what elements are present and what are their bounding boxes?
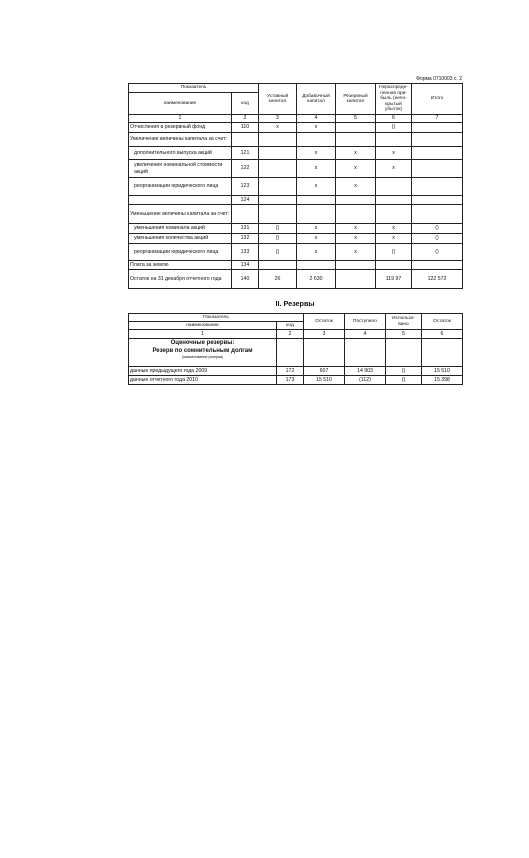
cell: 2 630 — [297, 270, 336, 289]
row-name: Уменьшение величины капитала за счет: — [129, 205, 232, 224]
cell — [336, 270, 376, 289]
cell: х — [376, 160, 412, 178]
cell — [336, 133, 376, 147]
cell: х — [297, 147, 336, 160]
row-name: данные отчетного года 2010 — [129, 376, 277, 385]
col-number: 6 — [376, 115, 412, 123]
header-used: Использо-вано — [386, 314, 422, 330]
cell: х — [336, 147, 376, 160]
table-row — [129, 123, 463, 133]
cell — [336, 123, 376, 133]
col-number: 4 — [345, 330, 386, 339]
col-number: 1 — [129, 115, 232, 123]
cell: () — [412, 244, 463, 261]
cell: х — [336, 224, 376, 234]
row-name: уменьшения количества акций — [129, 234, 232, 244]
cell — [259, 178, 297, 196]
col-number: 3 — [259, 115, 297, 123]
cell: () — [412, 224, 463, 234]
cell — [259, 133, 297, 147]
table-row — [129, 160, 463, 178]
row-code: 123 — [232, 178, 259, 196]
cell — [376, 196, 412, 205]
col-number: 5 — [386, 330, 422, 339]
table-row — [129, 205, 463, 224]
cell: х — [376, 224, 412, 234]
reserves-table — [128, 313, 463, 385]
cell: () — [376, 123, 412, 133]
cell: 119 97 — [376, 270, 412, 289]
table-row — [129, 261, 463, 270]
row-name: Плата за землю — [129, 261, 232, 270]
col-number: 6 — [422, 330, 463, 339]
table-row — [129, 178, 463, 196]
cell — [412, 261, 463, 270]
section-title: II. Резервы — [275, 299, 315, 308]
cell: () — [259, 244, 297, 261]
table-row — [129, 270, 463, 289]
header-indicator: Показатель — [129, 84, 259, 93]
cell — [297, 205, 336, 224]
cell — [336, 261, 376, 270]
cell — [259, 261, 297, 270]
cell: () — [386, 376, 422, 385]
cell: х — [336, 160, 376, 178]
header-code: код — [277, 322, 304, 330]
row-code: 172 — [277, 367, 304, 376]
cell — [259, 196, 297, 205]
cell: 15 510 — [304, 376, 345, 385]
reserve-group-row — [129, 339, 463, 367]
reserve-name: Резерв по сомнительным долгам — [152, 348, 253, 355]
col-number: 7 — [412, 115, 463, 123]
cell: х — [376, 147, 412, 160]
table-row — [129, 244, 463, 261]
row-code: 131 — [232, 224, 259, 234]
col-number: 2 — [232, 115, 259, 123]
cell: х — [297, 244, 336, 261]
cell — [376, 261, 412, 270]
cell: 122 572 — [412, 270, 463, 289]
table-row — [129, 367, 463, 376]
row-name: реорганизации юридического лица — [129, 244, 232, 261]
cell — [412, 123, 463, 133]
col-number: 5 — [336, 115, 376, 123]
header-additional: Добавочный капитал — [297, 84, 336, 115]
row-code: 121 — [232, 147, 259, 160]
header-code: код — [232, 93, 259, 115]
row-name: данные предыдущего года 2009 — [129, 367, 277, 376]
header-retained: Нераспреде-ленная при-быль (непо-крытый убыток) — [376, 84, 412, 115]
cell: () — [386, 367, 422, 376]
cell: () — [412, 234, 463, 244]
cell: х — [297, 234, 336, 244]
cell: (112) — [345, 376, 386, 385]
cell: х — [376, 234, 412, 244]
table-row — [129, 147, 463, 160]
cell — [412, 196, 463, 205]
header-indicator: Показатель — [129, 314, 304, 322]
header-received: Поступило — [345, 314, 386, 330]
table-row — [129, 196, 463, 205]
cell: х — [297, 160, 336, 178]
cell — [336, 205, 376, 224]
row-name: уменьшения номинала акций — [129, 224, 232, 234]
row-code: 133 — [232, 244, 259, 261]
cell: х — [297, 178, 336, 196]
col-number: 3 — [304, 330, 345, 339]
row-code: 173 — [277, 376, 304, 385]
cell: () — [376, 244, 412, 261]
cell: 14 903 — [345, 367, 386, 376]
row-code: 132 — [232, 234, 259, 244]
cell: () — [259, 234, 297, 244]
cell — [412, 178, 463, 196]
table-row — [129, 234, 463, 244]
cell — [297, 196, 336, 205]
cell — [336, 196, 376, 205]
capital-changes-table — [128, 83, 463, 289]
row-name: Отчисления в резервный фонд — [129, 123, 232, 133]
row-name: реорганизации юридического лица — [129, 178, 232, 196]
row-code: 110 — [232, 123, 259, 133]
header-reserve: Резервный капитал — [336, 84, 376, 115]
row-name: дополнительного выпуска акций — [129, 147, 232, 160]
header-authorized: Уставный капитал — [259, 84, 297, 115]
cell: х — [336, 244, 376, 261]
cell: х — [297, 224, 336, 234]
row-code: 134 — [232, 261, 259, 270]
cell — [376, 178, 412, 196]
col-number: 4 — [297, 115, 336, 123]
cell: х — [336, 234, 376, 244]
cell — [297, 261, 336, 270]
cell — [412, 205, 463, 224]
cell: 607 — [304, 367, 345, 376]
row-code: 140 — [232, 270, 259, 289]
cell: () — [259, 224, 297, 234]
cell — [259, 147, 297, 160]
cell — [297, 133, 336, 147]
form-code: Форма 0710003 с. 2 — [416, 76, 462, 82]
col-number: 1 — [129, 330, 277, 339]
reserve-caption: (наименование резерва) — [181, 354, 224, 359]
cell: х — [336, 178, 376, 196]
cell — [412, 133, 463, 147]
cell — [412, 147, 463, 160]
header-balance-end: Остаток — [422, 314, 463, 330]
cell: х — [259, 123, 297, 133]
row-code: 122 — [232, 160, 259, 178]
row-code — [232, 205, 259, 224]
row-name: Увеличение величины капитала за счет: — [129, 133, 232, 147]
row-name: увеличения номинальной стоимости акций — [129, 160, 232, 178]
header-total: Итого — [412, 84, 463, 115]
cell — [259, 160, 297, 178]
table-row — [129, 133, 463, 147]
cell: х — [297, 123, 336, 133]
table-row — [129, 224, 463, 234]
table-row — [129, 376, 463, 385]
col-number: 2 — [277, 330, 304, 339]
cell — [259, 205, 297, 224]
cell — [412, 160, 463, 178]
row-code — [232, 133, 259, 147]
cell — [376, 133, 412, 147]
row-code: 124 — [232, 196, 259, 205]
cell: 15 510 — [422, 367, 463, 376]
header-balance: Остаток — [304, 314, 345, 330]
row-name — [129, 196, 232, 205]
cell: 15 398 — [422, 376, 463, 385]
reserve-group-title: Оценочные резервы: — [170, 340, 235, 346]
cell — [376, 205, 412, 224]
cell: 26 — [259, 270, 297, 289]
row-name: Остаток на 31 декабря отчетного года — [129, 270, 232, 289]
header-name: наименование — [129, 322, 277, 330]
header-name: наименование — [129, 93, 232, 115]
